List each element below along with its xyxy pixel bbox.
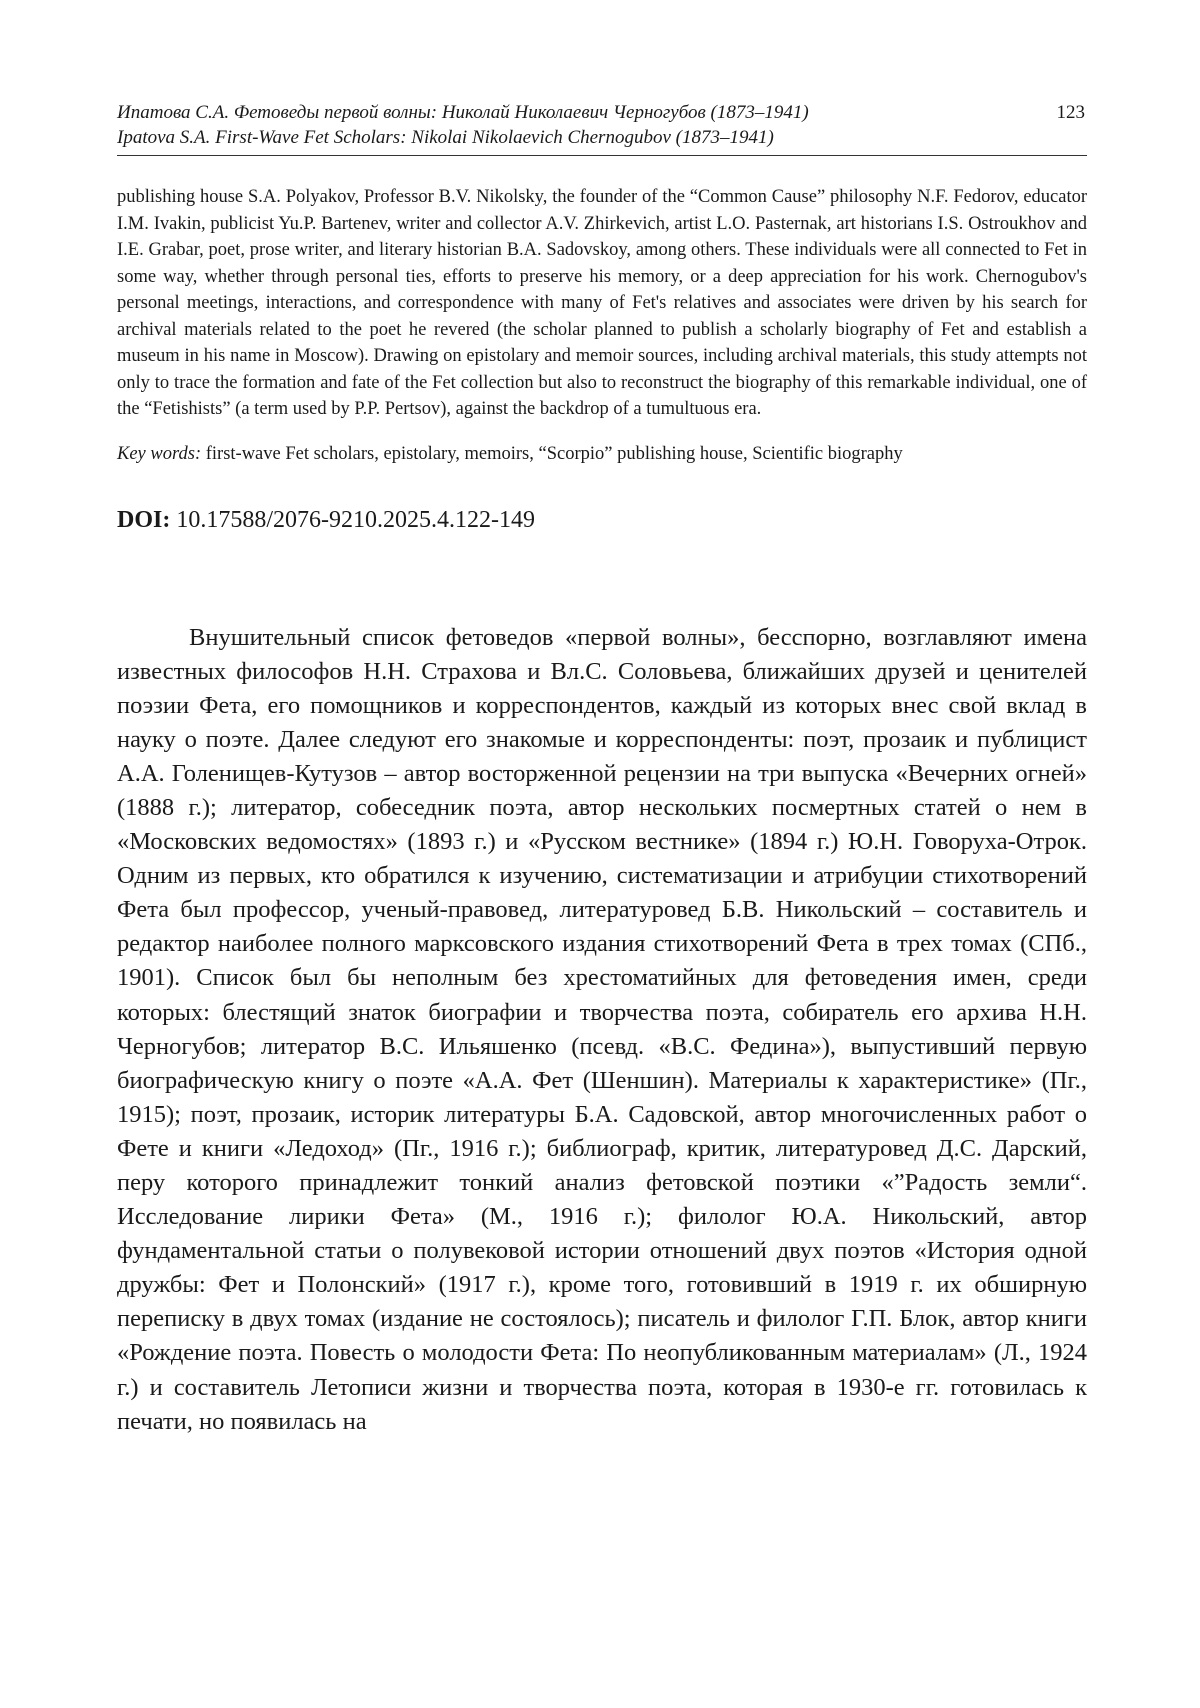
header-rule — [117, 155, 1087, 156]
doi-label: DOI: — [117, 506, 171, 533]
page-number: 123 — [1056, 102, 1085, 123]
running-head-ru: Ипатова С.А. Фетоведы первой волны: Николай Николаевич Черногубов (1873–1941) — [117, 102, 809, 123]
keywords-text: first-wave Fet scholars, epistolary, memoirs, “Scorpio” publishing house, Scientific biography — [201, 443, 903, 464]
doi-value: 10.17588/2076-9210.2025.4.122-149 — [170, 506, 535, 533]
running-head-en: Ipatova S.A. First-Wave Fet Scholars: Nikolai Nikolaevich Chernogubov (1873–1941) — [117, 127, 774, 148]
doi — [117, 505, 1087, 535]
body-paragraph: Внушительный список фетоведов «первой волны», бесспорно, возглавляют имена известных философов Н.Н. Страхова и Вл.С. Соловьева, ближайших друзей и ценителей поэзии Фета, его помощников и корреспондентов, каждый из которых внес свой вклад в науку о поэте. Далее следуют его знакомые и корреспонденты: поэт, прозаик и публицист А.А. Голенищев-Кутузов – автор восторженной рецензии на три выпуска «Вечерних огней» (1888 г.); литератор, собеседник поэта, автор нескольких посмертных статей о нем в «Московских ведомостях» (1893 г.) и «Русском вестнике» (1894 г.) Ю.Н. Говоруха-Отрок. Одним из первых, кто обратился к изучению, систематизации и атрибуции стихотворений Фета был профессор, ученый-правовед, литературовед Б.В. Никольский – составитель и редактор наиболее полного марксовского издания стихотворений Фета в трех томах (СПб., 1901). Список был бы неполным без хрестоматийных для фетоведения имен, среди которых: блестящий знаток биографии и творчества поэта, собиратель его архива Н.Н. Черногубов; литератор В.С. Ильяшенко (псевд. «В.С. Федина»), выпустивший первую биографическую книгу о поэте «А.А. Фет (Шеншин). Материалы к характеристике» (Пг., 1915); поэт, прозаик, историк литературы Б.А. Садовской, автор многочисленных работ о Фете и книги «Ледоход» (Пг., 1916 г.); библиограф, критик, литературовед Д.С. Дарский, перу которого принадлежит тонкий анализ фетовской поэтики «”Радость земли“. Исследование лирики Фета» (М., 1916 г.); филолог Ю.А. Никольский, автор фундаментальной статьи о полувековой истории отношений двух поэтов «История одной дружбы: Фет и Полонский» (1917 г.), кроме того, готовивший в 1919 г. их обширную переписку в двух томах (издание не состоялось); писатель и филолог Г.П. Блок, автор книги «Рождение поэта. Повесть о молодости Фета: По неопубликованным материалам» (Л., 1924 г.) и составитель Летописи жизни и творчества поэта, которая в 1930-е гг. готовилась к печати, но появилась на — [117, 623, 1087, 1435]
keywords — [117, 441, 1087, 467]
journal-page — [117, 100, 1087, 1439]
keywords-label: Key words: — [117, 443, 202, 464]
abstract-text: publishing house S.A. Polyakov, Professor B.V. Nikolsky, the founder of the “Common Cause” philosophy N.F. Fedorov, educator I.M. Ivakin, publicist Yu.P. Bartenev, writer and collector A.V. Zhirkevich, artist L.O. Pasternak, art historians I.S. Ostroukhov and I.E. Grabar, poet, prose writer, and literary historian B.A. Sadovskoy, among others. These individuals were all connected to Fet in some way, whether through personal ties, efforts to preserve his memory, or a deep appreciation for his work. Chernogubov's personal meetings, interactions, and correspondence with many of Fet's relatives and associates were driven by his search for archival materials related to the poet he revered (the scholar planned to publish a scholarly biography of Fet and establish a museum in his name in Moscow). Drawing on epistolary and memoir sources, including archival materials, this study attempts not only to trace the formation and fate of the Fet collection but also to reconstruct the biography of this remarkable individual, one of the “Fetishists” (a term used by P.P. Pertsov), against the backdrop of a tumultuous era. — [117, 187, 1087, 419]
running-head — [117, 100, 1087, 150]
